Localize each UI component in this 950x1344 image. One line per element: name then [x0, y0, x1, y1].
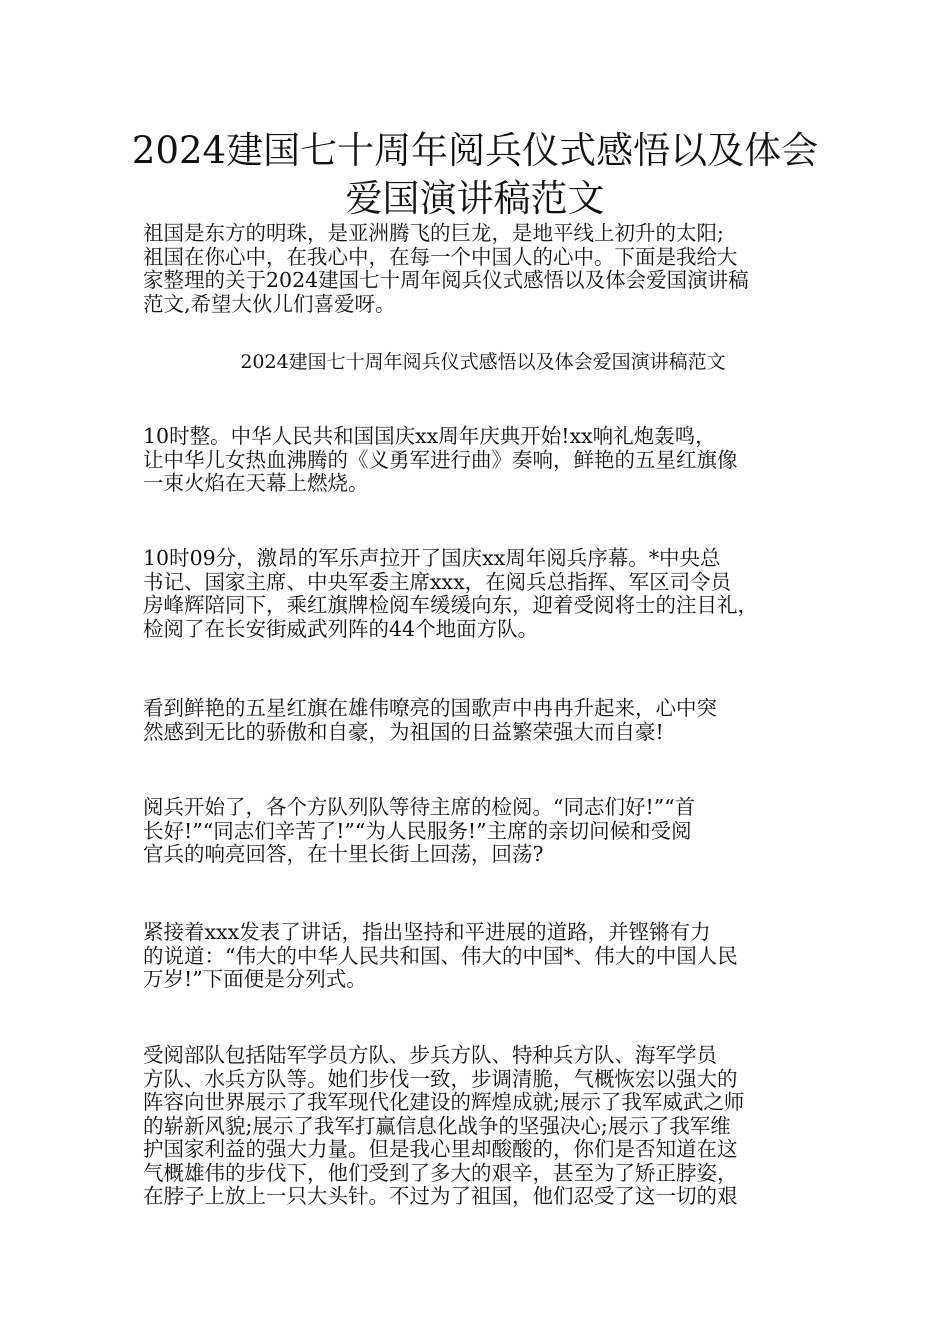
paragraph-line: 阅兵开始了，各个方队列队等待主席的检阅。“同志们好!”“首 [143, 795, 696, 819]
paragraph-line: 看到鲜艳的五星红旗在雄伟嘹亮的国歌声中冉冉升起来，心中突 [143, 696, 717, 720]
paragraph-line: 的说道：“伟大的中华人民共和国、伟大的中国*、伟大的中国人民 [143, 943, 738, 968]
paragraph-line: 万岁!”下面便是分列式。 [143, 967, 367, 991]
body-paragraph-1 [143, 425, 823, 496]
paragraph-line: 在脖子上放上一只大头针。不过为了祖国，他们忍受了这一切的艰 [143, 1184, 738, 1208]
section-subtitle: 2024建国七十周年阅兵仪式感悟以及体会爱国演讲稿范文 [240, 351, 726, 373]
paragraph-line: 家整理的关于2024建国七十周年阅兵仪式感悟以及体会爱国演讲稿 [143, 268, 749, 292]
paragraph-line: 气概雄伟的步伐下，他们受到了多大的艰辛，甚至为了矫正脖姿， [143, 1160, 738, 1185]
paragraph-line: 10时09分，激昂的军乐声拉开了国庆xx周年阅兵序幕。*中央总 [143, 546, 721, 570]
paragraph-line: 范文,希望大伙儿们喜爱呀。 [143, 291, 396, 316]
paragraph-line: 官兵的响亮回答，在十里长街上回荡，回荡? [143, 842, 544, 866]
paragraph-line: 祖国是东方的明珠，是亚洲腾飞的巨龙，是地平线上初升的太阳; [143, 221, 724, 245]
document-title-line-2: 爱国演讲稿范文 [345, 177, 605, 220]
paragraph-line: 护国家利益的强大力量。但是我心里却酸酸的，你们是否知道在这 [143, 1137, 738, 1161]
paragraph-line: 房峰辉陪同下，乘红旗牌检阅车缓缓向东，迎着受阅将士的注目礼， [143, 593, 758, 617]
paragraph-line: 受阅部队包括陆军学员方队、步兵方队、特种兵方队、海军学员 [143, 1043, 717, 1067]
body-paragraph-4 [143, 796, 823, 867]
body-paragraph-6 [143, 1044, 823, 1209]
paragraph-line: 一束火焰在天幕上燃烧。 [143, 471, 369, 495]
body-paragraph-3 [143, 697, 823, 744]
paragraph-line: 书记、国家主席、中央军委主席xxx，在阅兵总指挥、军区司令员 [143, 569, 732, 594]
body-paragraph-5 [143, 921, 823, 992]
document-title-line-1: 2024建国七十周年阅兵仪式感悟以及体会 [131, 129, 819, 172]
paragraph-line: 10时整。中华人民共和国国庆xx周年庆典开始!xx响礼炮轰鸣， [143, 424, 716, 448]
paragraph-line: 祖国在你心中，在我心中，在每一个中国人的心中。下面是我给大 [143, 244, 738, 269]
paragraph-line: 然感到无比的骄傲和自豪，为祖国的日益繁荣强大而自豪! [143, 719, 664, 744]
paragraph-line: 方队、水兵方队等。她们步伐一致，步调清脆，气概恢宏以强大的 [143, 1066, 738, 1091]
paragraph-line: 紧接着xxx发表了讲话，指出坚持和平进展的道路，并铿锵有力 [143, 920, 711, 944]
paragraph-line: 让中华儿女热血沸腾的《义勇军进行曲》奏响，鲜艳的五星红旗像 [143, 447, 738, 472]
paragraph-line: 阵容向世界展示了我军现代化建设的辉煌成就;展示了我军威武之师 [143, 1090, 745, 1114]
body-paragraph-2 [143, 547, 823, 641]
paragraph-line: 长好!”“同志们辛苦了!”“为人民服务!”主席的亲切问候和受阅 [143, 818, 692, 843]
intro-paragraph [143, 222, 823, 316]
paragraph-line: 的崭新风貌;展示了我军打赢信息化战争的坚强决心;展示了我军维 [143, 1113, 731, 1138]
paragraph-line: 检阅了在长安街威武列阵的44个地面方队。 [143, 616, 539, 641]
